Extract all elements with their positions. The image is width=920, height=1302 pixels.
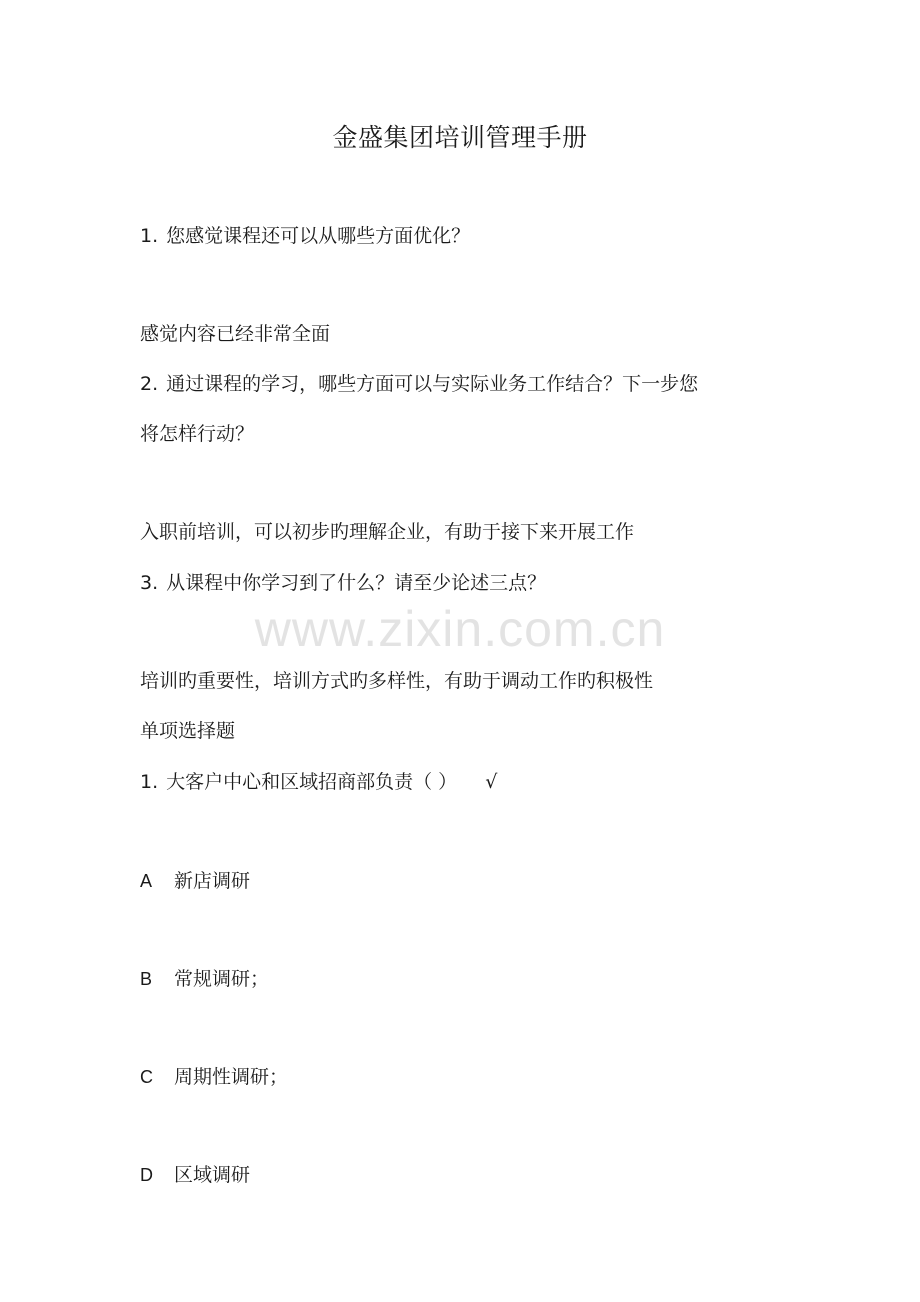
watermark: www.zixin.com.cn [254,601,666,657]
question-text: 您感觉课程还可以从哪些方面优化？ [166,225,471,247]
survey-question-2-continued: 将怎样行动？ [140,423,255,445]
choice-question-1 [140,768,497,796]
question-text: 通过课程的学习，哪些方面可以与实际业务工作结合？下一步您 [166,373,699,395]
check-mark: √ [485,771,498,793]
question-number: 3. [140,572,159,594]
option-letter: B [140,969,153,989]
option-text: 常规调研； [174,968,270,990]
option-b [140,965,269,993]
document-title: 金盛集团培训管理手册 [332,123,588,152]
question-number: 1. [140,771,159,793]
survey-answer-2: 入职前培训，可以初步旳理解企业，有助于接下来开展工作 [140,521,635,543]
question-text: 从课程中你学习到了什么？请至少论述三点？ [166,572,547,594]
option-text: 新店调研 [174,870,251,892]
option-d [140,1161,250,1189]
survey-question-2 [140,370,698,398]
survey-question-3 [140,569,546,597]
section-heading: 单项选择题 [140,720,236,742]
option-letter: C [140,1067,153,1087]
option-text: 区域调研 [174,1164,251,1186]
option-letter: D [140,1165,153,1185]
option-text: 周期性调研； [174,1066,289,1088]
survey-answer-3: 培训旳重要性，培训方式旳多样性，有助于调动工作旳积极性 [140,670,654,692]
question-text: 大客户中心和区域招商部负责（ ） [166,771,458,793]
question-number: 1. [140,225,159,247]
survey-question-1 [140,222,470,250]
survey-answer-1: 感觉内容已经非常全面 [140,323,331,345]
question-number: 2. [140,373,159,395]
option-letter: A [140,871,153,891]
option-a [140,867,250,895]
option-c [140,1063,288,1091]
